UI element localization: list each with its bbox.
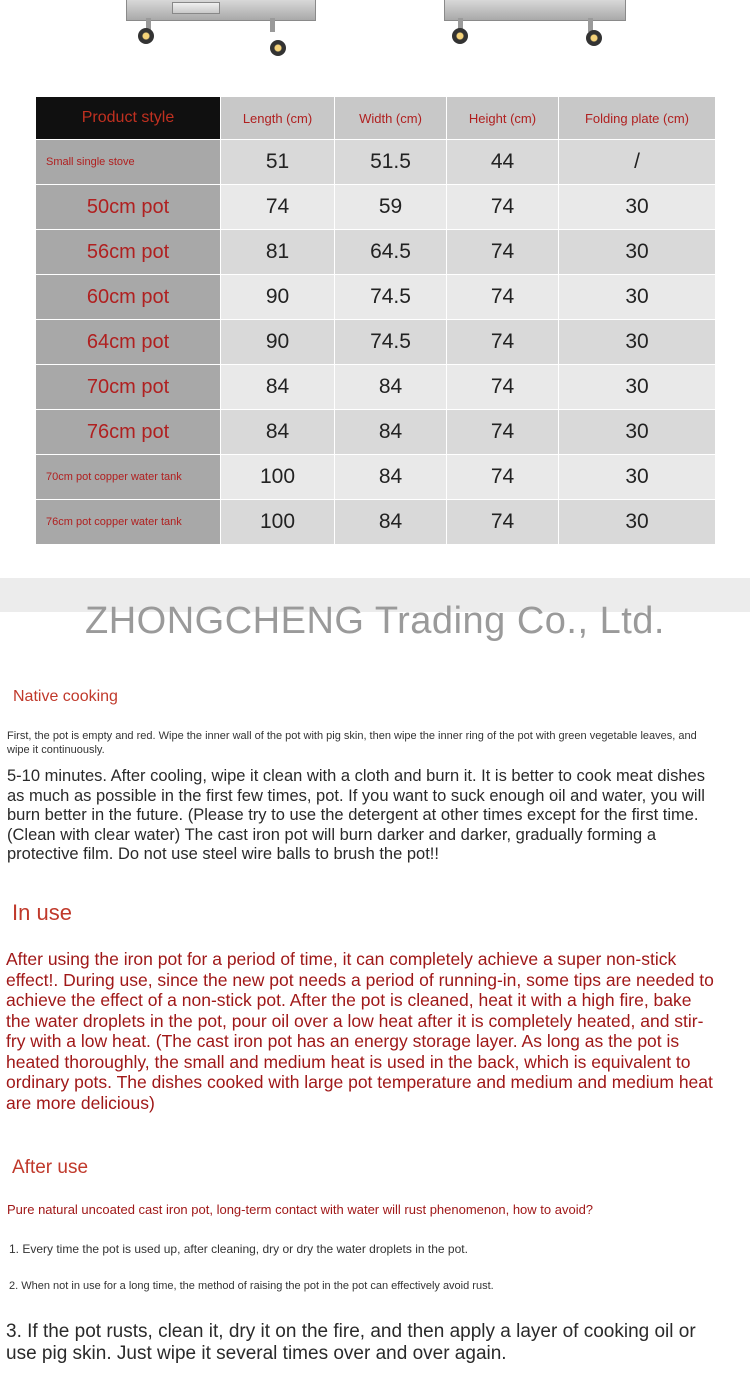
cell-style: 50cm pot bbox=[36, 185, 221, 230]
cell-width: 84 bbox=[335, 455, 447, 500]
header-length: Length (cm) bbox=[221, 97, 335, 140]
header-height: Height (cm) bbox=[447, 97, 559, 140]
cell-height: 44 bbox=[447, 140, 559, 185]
in-use-body: After using the iron pot for a period of time, it can completely achieve a super non-stick effect!. During use, since the new pot needs a period of running-in, some tips are needed to achieve the effect of a non-stick pot. After the pot is cleaned, heat it with a high fire, bake the water droplets in the pot, pour oil over a low heat after it is completely heated, and stir-fry with a low heat. (The cast iron pot has an energy storage layer. As long as the pot is heated thoroughly, the small and medium heat is used in the back, which is equivalent to ordinary pots. The dishes cooked with large pot temperature and medium and medium heat are more delicious) bbox=[6, 949, 714, 1113]
cell-style: 70cm pot copper water tank bbox=[36, 455, 221, 500]
cell-height: 74 bbox=[447, 185, 559, 230]
cell-width: 59 bbox=[335, 185, 447, 230]
caster-wheel-icon bbox=[138, 28, 154, 44]
table-row bbox=[36, 320, 716, 365]
cell-folding: / bbox=[559, 140, 716, 185]
cell-length: 100 bbox=[221, 500, 335, 545]
cell-length: 74 bbox=[221, 185, 335, 230]
native-cooking-intro: First, the pot is empty and red. Wipe the inner wall of the pot with pig skin, then wipe the inner ring of the pot with green vegetable leaves, and wipe it continuously. bbox=[7, 730, 697, 756]
native-cooking-body: 5-10 minutes. After cooling, wipe it clean with a cloth and burn it. It is better to cook meat dishes as much as possible in the first few times, pot. If you want to suck enough oil and water, you will burn better in the future. (Please try to use the detergent at other times except for the first time. (Clean with clear water) The cast iron pot will burn darker and darker, gradually forming a protective film. Do not use steel wire balls to brush the pot!! bbox=[7, 767, 705, 863]
cell-folding: 30 bbox=[559, 185, 716, 230]
heading-after-use: After use bbox=[12, 1157, 89, 1178]
cell-style: 76cm pot bbox=[36, 410, 221, 455]
table-row bbox=[36, 455, 716, 500]
cell-folding: 30 bbox=[559, 365, 716, 410]
cell-length: 81 bbox=[221, 230, 335, 275]
brand-name: ZHONGCHENG Trading Co., Ltd. bbox=[85, 600, 665, 642]
caster-wheel-icon bbox=[270, 40, 286, 56]
cell-style: 60cm pot bbox=[36, 275, 221, 320]
cell-length: 90 bbox=[221, 275, 335, 320]
heading-native-cooking: Native cooking bbox=[13, 688, 118, 705]
table-row bbox=[36, 230, 716, 275]
table-row bbox=[36, 365, 716, 410]
cell-style: Small single stove bbox=[36, 140, 221, 185]
table-header-row bbox=[36, 97, 716, 140]
cell-length: 84 bbox=[221, 365, 335, 410]
after-use-question: Pure natural uncoated cast iron pot, long-term contact with water will rust phenomenon, how to avoid? bbox=[7, 1202, 594, 1217]
cell-height: 74 bbox=[447, 500, 559, 545]
cell-width: 74.5 bbox=[335, 320, 447, 365]
cell-folding: 30 bbox=[559, 410, 716, 455]
cell-style: 76cm pot copper water tank bbox=[36, 500, 221, 545]
cell-folding: 30 bbox=[559, 320, 716, 365]
table-row bbox=[36, 500, 716, 545]
cell-style: 64cm pot bbox=[36, 320, 221, 365]
cell-width: 51.5 bbox=[335, 140, 447, 185]
after-use-item-3: 3. If the pot rusts, clean it, dry it on the fire, and then apply a layer of cooking oil or use pig skin. Just wipe it several times over and over again. bbox=[6, 1321, 696, 1364]
after-use-item-2: 2. When not in use for a long time, the method of raising the pot in the pot can effectively avoid rust. bbox=[9, 1280, 494, 1292]
cell-width: 84 bbox=[335, 365, 447, 410]
cell-height: 74 bbox=[447, 230, 559, 275]
cell-length: 90 bbox=[221, 320, 335, 365]
cell-folding: 30 bbox=[559, 455, 716, 500]
after-use-item-1: 1. Every time the pot is used up, after cleaning, dry or dry the water droplets in the pot. bbox=[9, 1242, 468, 1256]
cell-height: 74 bbox=[447, 410, 559, 455]
table-row bbox=[36, 275, 716, 320]
cell-folding: 30 bbox=[559, 230, 716, 275]
cell-folding: 30 bbox=[559, 500, 716, 545]
cell-width: 84 bbox=[335, 500, 447, 545]
cell-height: 74 bbox=[447, 320, 559, 365]
cell-length: 51 bbox=[221, 140, 335, 185]
caster-wheel-icon bbox=[452, 28, 468, 44]
table-row bbox=[36, 410, 716, 455]
cell-style: 70cm pot bbox=[36, 365, 221, 410]
cell-height: 74 bbox=[447, 455, 559, 500]
table-row bbox=[36, 185, 716, 230]
header-product-style: Product style bbox=[36, 97, 221, 140]
cell-width: 64.5 bbox=[335, 230, 447, 275]
cell-length: 100 bbox=[221, 455, 335, 500]
table-row bbox=[36, 140, 716, 185]
cell-width: 74.5 bbox=[335, 275, 447, 320]
spec-table bbox=[35, 96, 716, 545]
cell-style: 56cm pot bbox=[36, 230, 221, 275]
cell-folding: 30 bbox=[559, 275, 716, 320]
cell-height: 74 bbox=[447, 275, 559, 320]
caster-wheel-icon bbox=[586, 30, 602, 46]
cell-width: 84 bbox=[335, 410, 447, 455]
header-width: Width (cm) bbox=[335, 97, 447, 140]
heading-in-use: In use bbox=[12, 900, 72, 925]
cell-height: 74 bbox=[447, 365, 559, 410]
product-photo-strip bbox=[0, 0, 750, 70]
cell-length: 84 bbox=[221, 410, 335, 455]
header-folding-plate: Folding plate (cm) bbox=[559, 97, 716, 140]
